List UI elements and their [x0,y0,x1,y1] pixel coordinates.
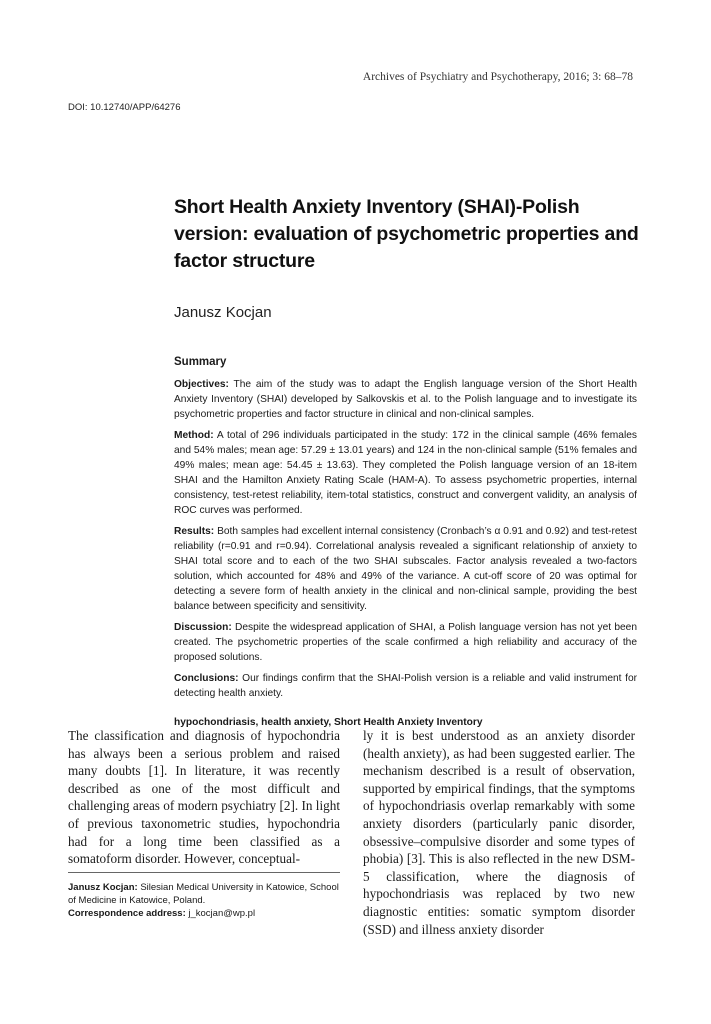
section-text: A total of 296 individuals participated in the study: 172 in the clinical sample (46% females and 54% males; mean age: 57.29 ± 13.01 years) and 124 in the non-clinical sample (51% females and 49% males; mean age: 54.45 ± 13.63). They completed the Polish language version of an 18-item SHAI and the Hamilton Anxiety Rating Scale (HAM-A). To assess psychometric properties, internal consistency, test-retest reliability, item-total statistics, construct and convergent validity, an analysis of ROC curves was performed. [174,430,637,516]
footnote-correspondence-label: Correspondence address: [68,908,186,919]
doi: DOI: 10.12740/APP/64276 [68,102,181,113]
section-text: The aim of the study was to adapt the English language version of the Short Health Anxiety Inventory (SHAI) developed by Salkovskis et al. to the Polish language and to investigate its psychometric properties and factor structure in clinical and non-clinical samples. [174,379,637,420]
footnote-author [68,881,343,907]
abstract-results [174,524,637,614]
footnote-divider [68,872,340,873]
section-text: Despite the widespread application of SHAI, a Polish language version has not yet been created. The psychometric properties of the scale confirmed a high reliability and accuracy of the proposed solutions. [174,622,637,663]
footnote-email: j_kocjan@wp.pl [188,908,256,919]
abstract [174,355,637,736]
section-label: Conclusions: [174,673,239,684]
article-title: Short Health Anxiety Inventory (SHAI)-Polish version: evaluation of psychometric properties and factor structure [174,196,639,272]
abstract-objectives [174,377,637,422]
section-text: Both samples had excellent internal consistency (Cronbach’s α 0.91 and 0.92) and test-retest reliability (r=0.91 and r=0.94). Correlational analysis revealed a significant relationship of anxiety to SHAI total score and to each of the two SHAI subscales. Factor analysis revealed a two-factors solution, which accounted for 48% and 49% of the variance. A cut-off score of 20 was optimal for detecting a severe form of health anxiety in the clinical and non-clinical sample, providing the best balance between specificity and sensitivity. [174,526,637,612]
abstract-conclusions [174,671,637,701]
footnote-author-text: Silesian Medical University in Katowice, School of Medicine in Katowice, Poland. [68,882,339,906]
abstract-discussion [174,620,637,665]
journal-citation: Archives of Psychiatry and Psychotherapy, 2016; 3: 68–78 [362,71,633,83]
section-label: Results: [174,526,215,537]
summary-heading: Summary [174,356,227,368]
footnote-correspondence [68,907,343,920]
section-label: Discussion: [174,622,232,633]
footnote [68,881,343,920]
keywords: hypochondriasis, health anxiety, Short Health Anxiety Inventory [174,717,483,728]
body-right-column: ly it is best understood as an anxiety disorder (health anxiety), as had been suggested earlier. The mechanism described is a result of observation, supported by empirical findings, that the symptoms of hypochondriasis overlap remarkably with some anxiety disorders (particularly panic disorder, obsessive–compulsive disorder and some types of phobia) [3]. This is also reflected in the new DSM-5 classification, where the diagnosis of hypochondriasis was replaced by two new diagnostic entities: somatic symptom disorder (SSD) and illness anxiety disorder [363,728,635,937]
abstract-method [174,428,637,518]
section-label: Method: [174,430,214,441]
article-author: Janusz Kocjan [174,304,272,321]
footnote-author-label: Janusz Kocjan: [68,882,138,893]
body-left-column: The classification and diagnosis of hypochondria has always been a serious problem and raised many doubts [1]. In literature, it was recently described as one of the most difficult and challenging areas of modern psychiatry [2]. In light of previous taxonometric studies, hypochondria had for a long time been classified as a somatoform disorder. However, conceptual- [68,728,340,867]
section-text: Our findings confirm that the SHAI-Polish version is a reliable and valid instrument for detecting health anxiety. [174,673,637,699]
section-label: Objectives: [174,379,229,390]
